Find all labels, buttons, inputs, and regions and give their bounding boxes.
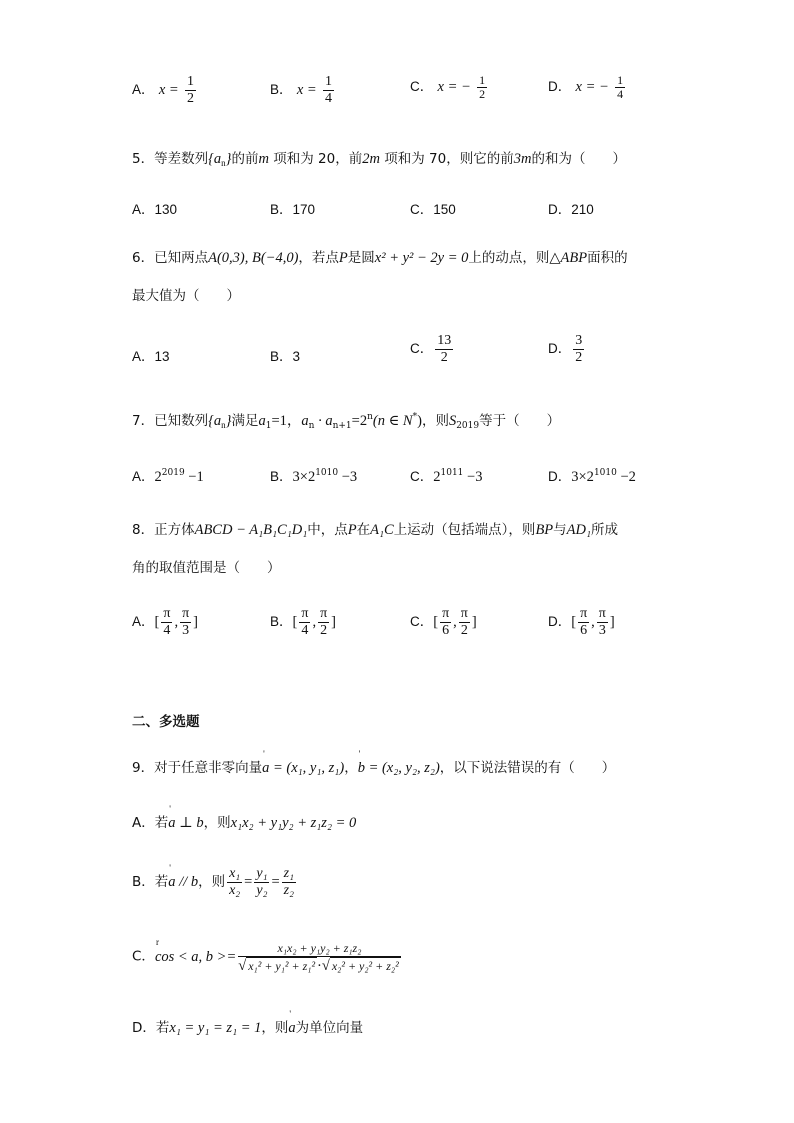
option-lhs: x = − — [575, 79, 609, 95]
option-lhs: x = — [158, 82, 179, 98]
q7-option-d: D．$3\times 2^{1010} -2$ — [548, 468, 636, 485]
section-heading: 二、多选题 — [132, 714, 200, 730]
q5-option-a: A．130 — [132, 202, 178, 217]
option-lhs: x = − — [437, 79, 471, 95]
fraction: $\frac{\pi}{2}$ — [320, 606, 328, 638]
fraction: $\frac{\pi}{3}$ — [182, 606, 190, 638]
fraction: $\frac{1}{2}$ — [479, 73, 486, 101]
q8-option-c: C．[ $\frac{\pi}{6}$ , $\frac{\pi}{2}$ ] — [410, 606, 477, 638]
q7-option-c: C．$2^{1011} -3$ — [410, 468, 483, 485]
q8-option-d: D．[ $\frac{\pi}{6}$ , $\frac{\pi}{3}$ ] — [548, 606, 615, 638]
q9-option-b: B．若' a // b，则 $\frac{\text{x₁}}{\text{x₂}}$ = $\frac{\text{y₁}}{\text{y₂}}$ = $\frac{\text{z₁}}{\text{z₂}}$ — [132, 866, 298, 899]
q6-option-b: B．3 — [270, 349, 301, 364]
q6-stem-line2: 最大值为（ ） — [132, 288, 240, 304]
q8-stem-line1: 8．正方体ABCD − A₁B₁C₁D₁中，点P在A₁C上运动（包括端点），则BP与AD₁所成 — [132, 522, 619, 538]
fraction: $\frac{1}{4}$ — [617, 73, 624, 101]
fraction: $\frac{\text{x₁}}{\text{x₂}}$ — [229, 866, 241, 898]
q9-option-a: A．若' a ⊥ b，则x₁x₂ + y₁y₂ + z₁z₂ = 0 — [132, 811, 356, 832]
fraction: $\frac{\pi}{3}$ — [598, 606, 606, 638]
fraction: $\frac{\text{y₁}}{\text{y₂}}$ — [256, 866, 268, 898]
q4-option-d — [548, 74, 627, 101]
q6-option-d: D． $\frac{3}{2}$ — [548, 333, 583, 365]
seq-symbol: $\{a_n\}$ — [208, 413, 232, 430]
fraction: $\frac{\pi}{4}$ — [163, 606, 171, 638]
q7-stem: 7．已知数列$\{a_n\}$满足$a_1=1$，$a_n \cdot a_{n+1}=2^n(n$ ∈ N*)，则$S_{2019}$等于（ ） — [132, 412, 561, 431]
fraction: $\frac{\text{z₁}}{\text{z₂}}$ — [283, 866, 294, 898]
q6-stem-line1: 6．已知两点A(0,3), B(−4,0)，若点P是圆x² + y² − 2y = 0上的动点，则△ABP面积的 — [132, 250, 628, 266]
q8-option-b: B．[ $\frac{\pi}{4}$ , $\frac{\pi}{2}$ ] — [270, 606, 336, 638]
q8-stem-line2: 角的取值范围是（ ） — [132, 560, 281, 576]
fraction: $\frac{1}{2}$ — [186, 74, 194, 106]
q7-option-a: A．$2^{2019} -1$ — [132, 468, 204, 485]
q4-option-b — [270, 74, 336, 107]
q9-option-d: D．若x₁ = y₁ = z₁ = 1，则' a为单位向量 — [132, 1016, 363, 1037]
q7-option-b: B．$3\times 2^{1010} -3$ — [270, 468, 358, 485]
q9-stem: 9．对于任意非零向量' a = (x₁, y₁, z₁)，' b = (x₂, y₂, z₂)，以下说法错误的有（ ） — [132, 756, 615, 777]
fraction: $\frac{13}{2}$ — [437, 333, 452, 365]
option-label: B． — [270, 82, 293, 97]
fraction: $\frac{\pi}{6}$ — [580, 606, 588, 638]
q4-option-a — [132, 74, 198, 107]
option-label: A． — [132, 82, 155, 97]
q9-option-c: C．r cos < a, b >= $\frac{\text{x₁x₂ + y₁y₂ + z₁z₂}}{\text{√ x₁² + y₁² + z₁² ·√ x₂² + y₂² + z₂²}}$ — [132, 940, 403, 974]
fraction: $\frac{3}{2}$ — [575, 333, 583, 365]
q8-option-a: A．[ $\frac{\pi}{4}$ , $\frac{\pi}{3}$ ] — [132, 606, 198, 638]
fraction: $\frac{\text{x₁x₂ + y₁y₂ + z₁z₂}}{\text{√ x₁² + y₁² + z₁² ·√ x₂² + y₂² + z₂²}}$ — [238, 941, 399, 974]
q5-option-b: B．170 — [270, 202, 316, 217]
fraction: $\frac{\pi}{6}$ — [442, 606, 450, 638]
fraction: $\frac{1}{4}$ — [324, 74, 332, 106]
option-label: C． — [410, 79, 434, 94]
fraction: $\frac{\pi}{2}$ — [460, 606, 468, 638]
q6-option-a: A．13 — [132, 349, 170, 364]
q5-option-d: D．210 — [548, 202, 594, 217]
q4-option-c — [410, 74, 489, 101]
option-lhs: x = — [296, 82, 317, 98]
q6-option-c: C． $\frac{13}{2}$ — [410, 333, 452, 365]
option-label: D． — [548, 79, 572, 94]
q5-stem: 5．等差数列$\{a_n\}$的前m 项和为 20，前2m 项和为 70，则它的前3m的和为（ ） — [132, 151, 626, 168]
seq-symbol: $\{a_n\}$ — [208, 151, 232, 168]
fraction: $\frac{\pi}{4}$ — [301, 606, 309, 638]
q5-option-c: C．150 — [410, 202, 456, 217]
